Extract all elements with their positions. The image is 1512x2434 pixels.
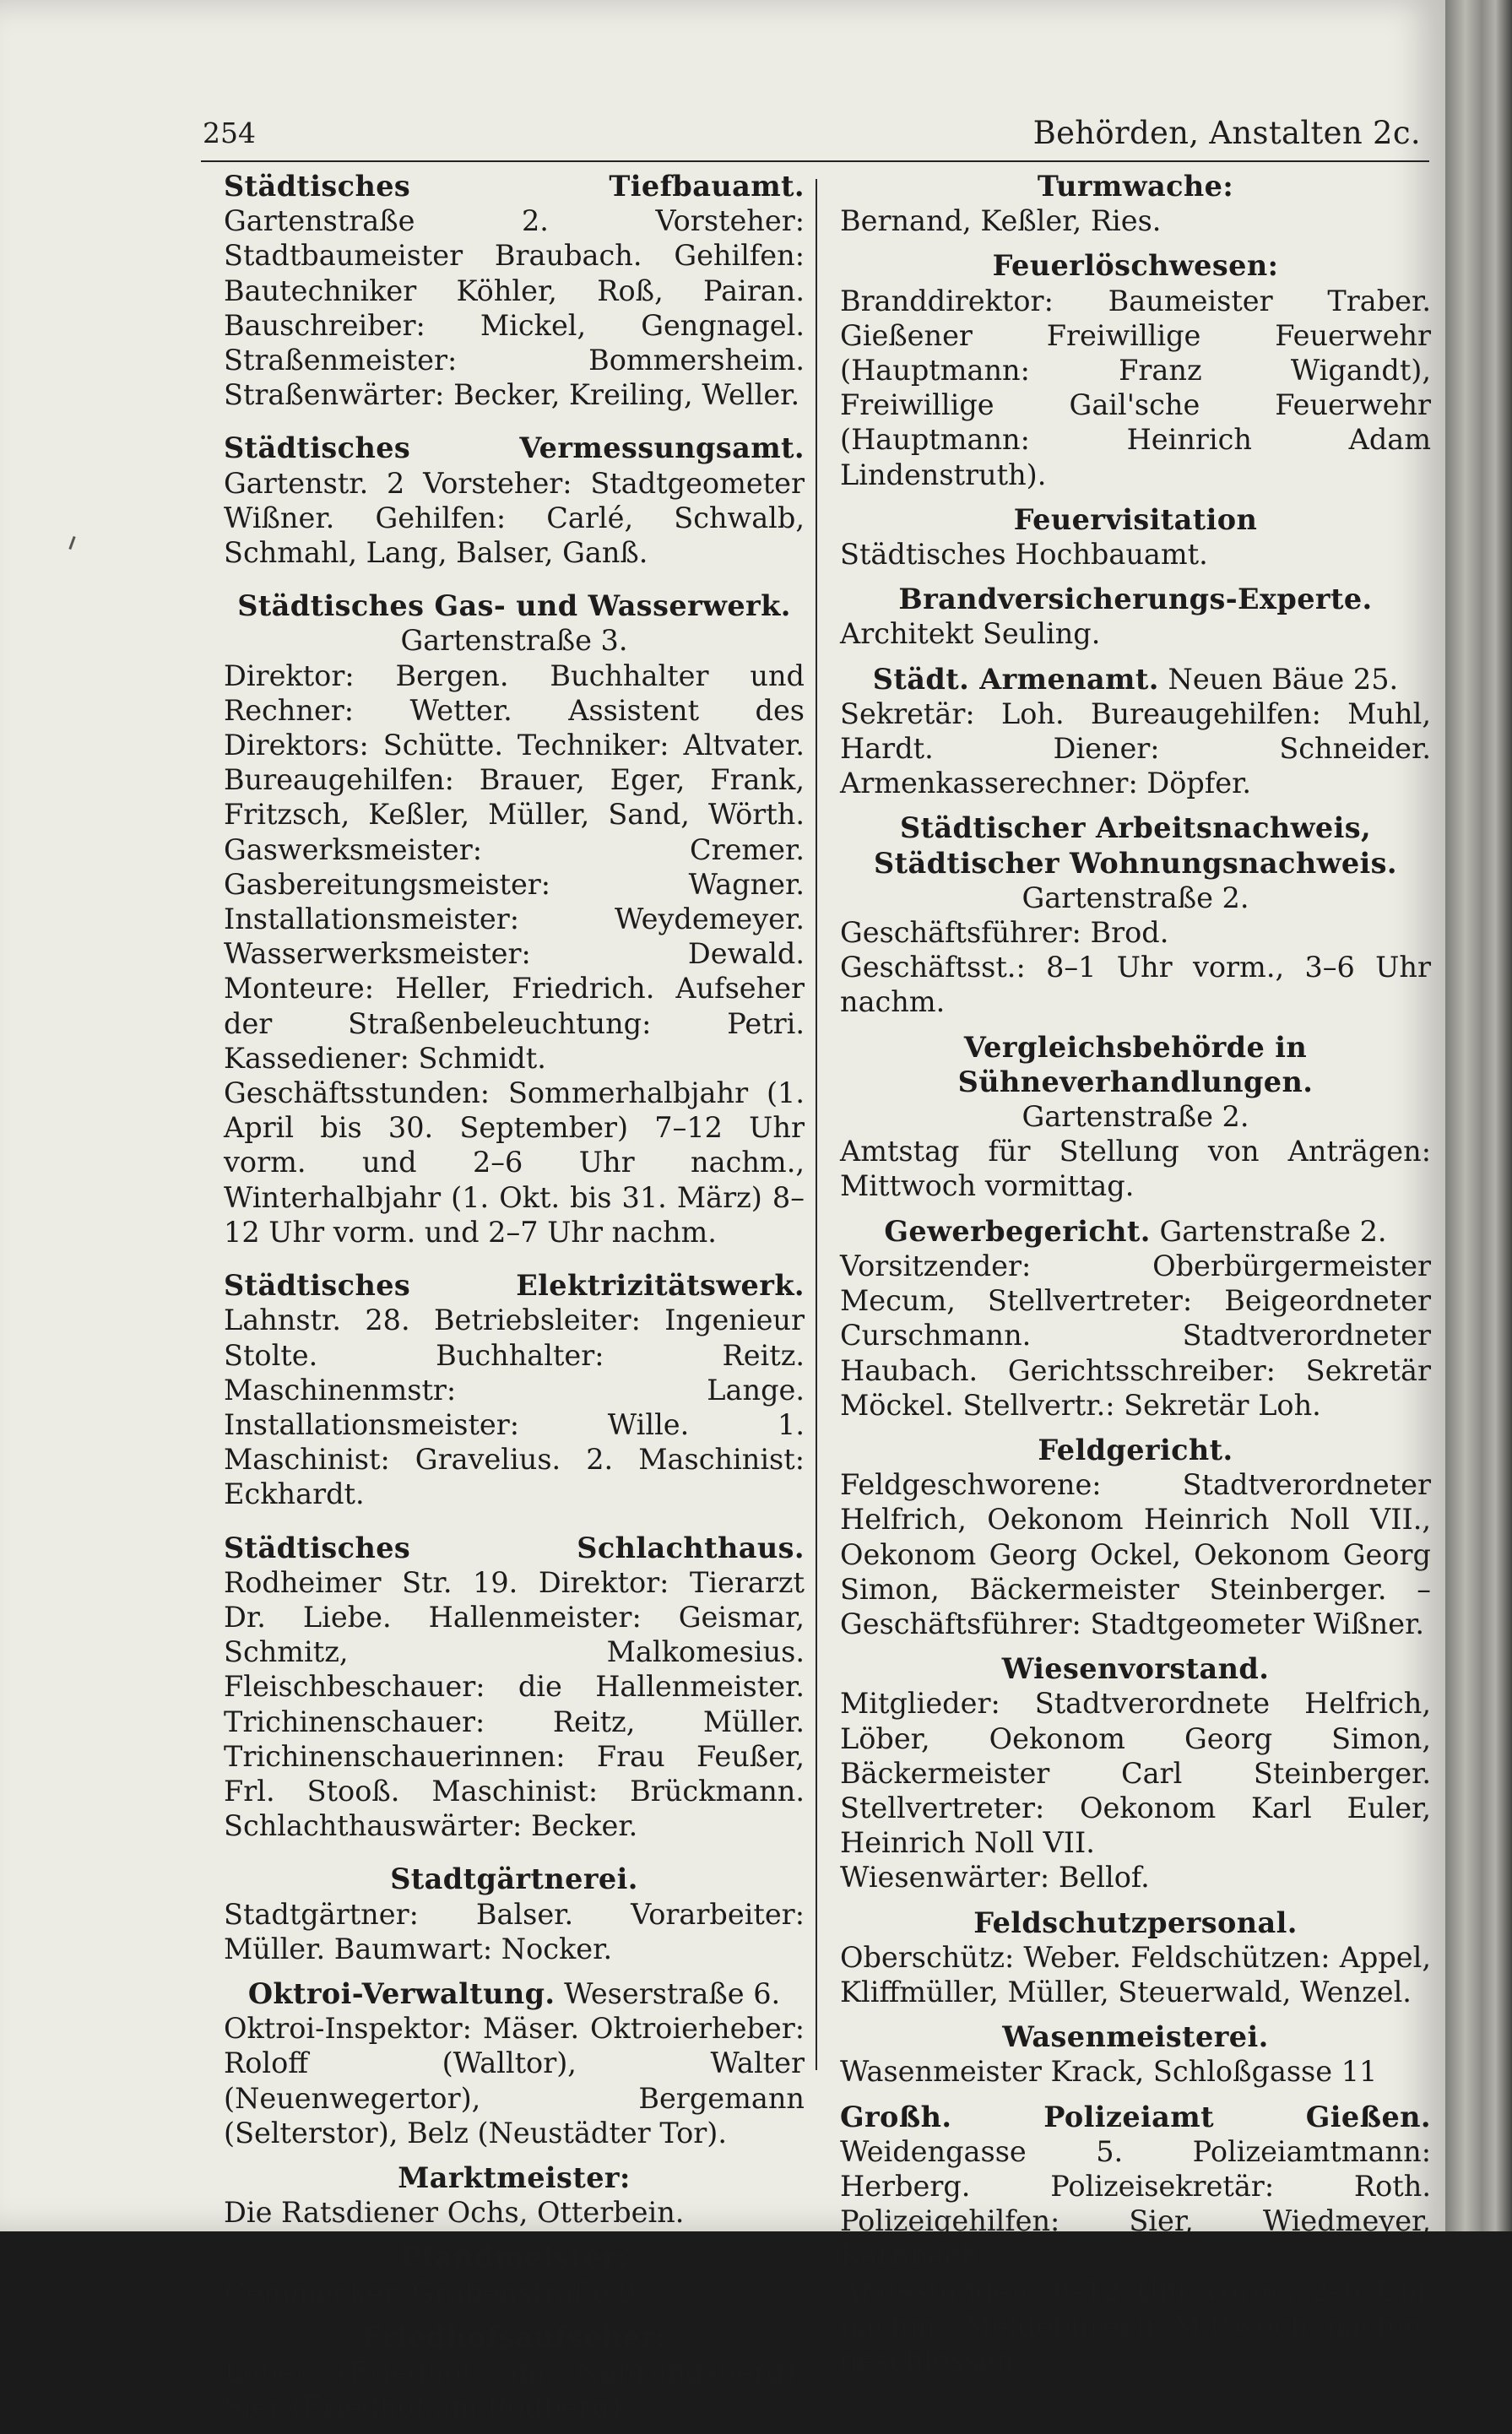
entry-text: Branddirektor: Baumeister Traber. Gießener Freiwillige Feuerwehr (Hauptmann: Franz Wigandt), Freiwillige Gail'sche Feuerwehr (Hauptmann: Heinrich Adam Lindenstruth). (840, 284, 1431, 491)
entry-schlachthaus (224, 1531, 805, 1844)
entry-title: Feuervisitation (1013, 502, 1258, 536)
entry-feldgericht (840, 1433, 1431, 1641)
entry-stadtgaertnerei (224, 1862, 805, 1966)
entry-title: Feldschutzpersonal. (973, 1905, 1298, 1939)
entry-text: Vorsitzender: Oberbürgermeister Mecum, Stellvertreter: Beigeordneter Curschmann. Stadtverordneter Haubach. Gerichtsschreiber: Sekretär Möckel. Stellvertr.: Sekretär Loh. (840, 1249, 1431, 1422)
entry-title: Wiesenvorstand. (1001, 1652, 1270, 1686)
entry-title-2: Städtischer Wohnungsnachweis. (874, 846, 1397, 880)
entry-title: Oktroi-Verwaltung. (247, 1976, 555, 2010)
entry-armenamt (840, 662, 1431, 801)
entry-title: Turmwache: (1037, 170, 1234, 203)
right-column (840, 169, 1431, 2388)
entry-tiefbauamt (224, 169, 805, 412)
entry-gaswerk (224, 588, 805, 1250)
entry-title: Stadtgärtnerei. (390, 1862, 638, 1896)
entry-text: Bernand, Keßler, Ries. (840, 204, 1162, 238)
entry-text: Löber (Friedhof am Nahrungsberg), Sier (Friedhof am Rodberg). (224, 2355, 805, 2424)
entry-polizeiamt (840, 2100, 1431, 2378)
entry-address: Gartenstr. 2 (224, 466, 405, 500)
entry-hours: Amtsstunden: 8–12 Uhr vorm., 2–6 Uhr nachm. Meldebureau Mittwoch nachm. geschlossen. (840, 2274, 1431, 2377)
entry-elektrizitaetswerk (224, 1268, 805, 1511)
entry-text: Amtstag für Stellung von Anträgen: Mittwoch vormittag. (840, 1135, 1431, 1203)
entry-title: Vergleichsbehörde in Sühneverhandlungen. (957, 1030, 1314, 1098)
entry-address: Lahnstr. 28. (224, 1304, 410, 1337)
entry-text: Architekt Seuling. (840, 617, 1101, 651)
entry-title: Gewerbegericht. (884, 1214, 1151, 1248)
entry-address: Gartenstraße 2. (224, 204, 549, 238)
entry-address: Gartenstraße 2. (1022, 1100, 1249, 1134)
entry-text: Sekretär: Loh. Bureaugehilfen: Muhl, Hardt. Diener: Schneider. Armenkasserechner: Döpfer. (840, 697, 1431, 800)
entry-text: Mitglieder: Stadtverordnete Helfrich, Löber, Oekonom Georg Simon, Bäckermeister Carl Steinberger. Stellvertreter: Oekonom Karl Euler, Heinrich Noll VII. (840, 1687, 1431, 1860)
page-header (201, 108, 1429, 162)
entry-title: Pfandmeister: (400, 2241, 628, 2274)
entry-title: Großh. Polizeiamt Gießen. (840, 2100, 1431, 2133)
entry-address: Gartenstraße 2. (1022, 881, 1249, 914)
entry-hours: Geschäftsstunden: Sommerhalbjahr (1. April bis 30. September) 7–12 Uhr vorm. und 2–6 Uhr nachm., Winterhalbjahr (1. Okt. bis 31. März) 8–12 Uhr vorm. und 2–7 Uhr nachm. (224, 1076, 805, 1249)
entry-title: Wasenmeisterei. (1002, 2020, 1269, 2054)
entry-line: Geschäftsführer: Brod. (840, 916, 1169, 950)
entry-wiesenvorstand (840, 1651, 1431, 1895)
entry-address: Gartenstraße 3. (400, 624, 628, 658)
entry-address: Gartenstraße 2. (1159, 1214, 1387, 1248)
entry-wasenmeisterei (840, 2019, 1431, 2089)
entry-vermessungsamt (224, 431, 805, 570)
entry-address: Weserstraße 6. (564, 1976, 781, 2010)
left-column (224, 169, 805, 2434)
entry-title: Städtisches Schlachthaus. (224, 1531, 805, 1564)
entry-title: Städtisches Gas- und Wasserwerk. (237, 589, 791, 623)
entry-text: Polizeiamtmann: Herberg. Polizeisekretär: Roth. Polizeigehilfen: Sier, Wiedmeyer, Karnbach. (840, 2134, 1431, 2273)
entry-title: Feuerlöschwesen: (992, 249, 1279, 283)
entry-oktroi (224, 1976, 805, 2150)
entry-friedhofsaufseher (224, 2320, 805, 2425)
entry-arbeitsnachweis (840, 810, 1431, 1019)
entry-line: Wiesenwärter: Bellof. (840, 1861, 1150, 1895)
book-page-edges (1445, 0, 1512, 2231)
entry-text: Städtisches Hochbauamt. (840, 538, 1208, 572)
entry-text: Die Ratsdiener Ochs, Otterbein. (224, 2196, 685, 2230)
pencil-mark (68, 536, 75, 550)
entry-line: Geschäftsst.: 8–1 Uhr vorm., 3–6 Uhr nachm. (840, 951, 1431, 1019)
entry-vergleichsbehoerde (840, 1030, 1431, 1204)
entry-text: Direktor: Tierarzt Dr. Liebe. Hallenmeister: Geismar, Schmitz, Malkomesius. Fleischbeschauer: die Hallenmeister. Trichinenschauer: Reitz, Müller. Trichinenschauerinnen: Frau Feußer, Frl. Stooß. Maschinist: Brückmann. Schlachthauswärter: Becker. (224, 1565, 805, 1843)
entry-title: Friedhofsaufseher: (361, 2320, 667, 2354)
entry-title: Städtisches Vermessungsamt. (224, 431, 805, 465)
entry-title: Feldgericht. (1038, 1433, 1233, 1466)
entry-gewerbegericht (840, 1214, 1431, 1423)
entry-text: Wasenmeister Krack, Schloßgasse 11 (840, 2055, 1378, 2089)
entry-title: Städt. Armenamt. (872, 662, 1159, 696)
entry-title: Städtisches Elektrizitätswerk. (224, 1269, 805, 1303)
entry-text: Feldgeschworene: Stadtverordneter Helfrich, Oekonom Heinrich Noll VII., Oekonom Georg Ockel, Oekonom Georg Simon, Bäckermeister Steinberger. – Geschäftsführer: Stadtgeometer Wißner. (840, 1468, 1431, 1640)
entry-text: Vorsteher: Stadtbaumeister Braubach. Gehilfen: Bautechniker Köhler, Roß, Pairan. Bauschreiber: Mickel, Gengnagel. Straßenmeister: Bommersheim. Straßenwärter: Becker, Kreiling, Weller. (224, 204, 805, 412)
entry-text: Gemmecker, Grabenstraße 9. (224, 2275, 646, 2309)
entry-title: Städtisches Tiefbauamt. (224, 170, 805, 203)
entry-address: Rodheimer Str. 19. (224, 1565, 518, 1599)
entry-title: Städtischer Arbeitsnachweis, (899, 811, 1372, 845)
entry-turmwache (840, 169, 1431, 238)
entry-address: Neuen Bäue 25. (1168, 662, 1399, 696)
entry-text: Betriebsleiter: Ingenieur Stolte. Buchhalter: Reitz. Maschinenmstr: Lange. Installationsmeister: Wille. 1. Maschinist: Gravelius. 2. Maschinist: Eckhardt. (224, 1304, 805, 1511)
entry-text: Vorsteher: Stadtgeometer Wißner. Gehilfen: Carlé, Schwalb, Schmahl, Lang, Balser, Ganß. (224, 466, 805, 570)
entry-pfandmeister (224, 2240, 805, 2309)
entry-text: Oktroi-Inspektor: Mäser. Oktroierheber: Roloff (Walltor), Walter (Neuenwegertor), Bergemann (Selterstor), Belz (Neustädter Tor). (224, 2012, 805, 2149)
column-divider (816, 179, 817, 2070)
entry-address: Weidengasse 5. (840, 2134, 1124, 2168)
entry-feldschutzpersonal (840, 1905, 1431, 2010)
page-number: 254 (203, 117, 256, 149)
entry-feuervisitation (840, 502, 1431, 572)
running-title: Behörden, Anstalten 2c. (1032, 115, 1421, 151)
entry-brandversicherung (840, 582, 1431, 651)
entry-text: Oberschütz: Weber. Feldschützen: Appel, Kliffmüller, Müller, Steuerwald, Wenzel. (840, 1940, 1431, 2008)
entry-marktmeister (224, 2160, 805, 2230)
entry-title: Marktmeister: (398, 2160, 631, 2194)
entry-feuerloeschwesen (840, 248, 1431, 491)
entry-title: Brandversicherungs-Experte. (898, 583, 1373, 616)
entry-text: Stadtgärtner: Balser. Vorarbeiter: Müller. Baumwart: Nocker. (224, 1897, 805, 1965)
entry-text: Direktor: Bergen. Buchhalter und Rechner: Wetter. Assistent des Direktors: Schütte. Techniker: Altvater. Bureaugehilfen: Brauer, Eger, Frank, Fritzsch, Keßler, Müller, Sand, Wörth. Gaswerksmeister: Cremer. Gasbereitungsmeister: Wagner. Installationsmeister: Weydemeyer. Wasserwerksmeister: Dewald. Monteure: Heller, Friedrich. Aufseher der Straßenbeleuchtung: Petri. Kassediener: Schmidt. (224, 659, 805, 1075)
